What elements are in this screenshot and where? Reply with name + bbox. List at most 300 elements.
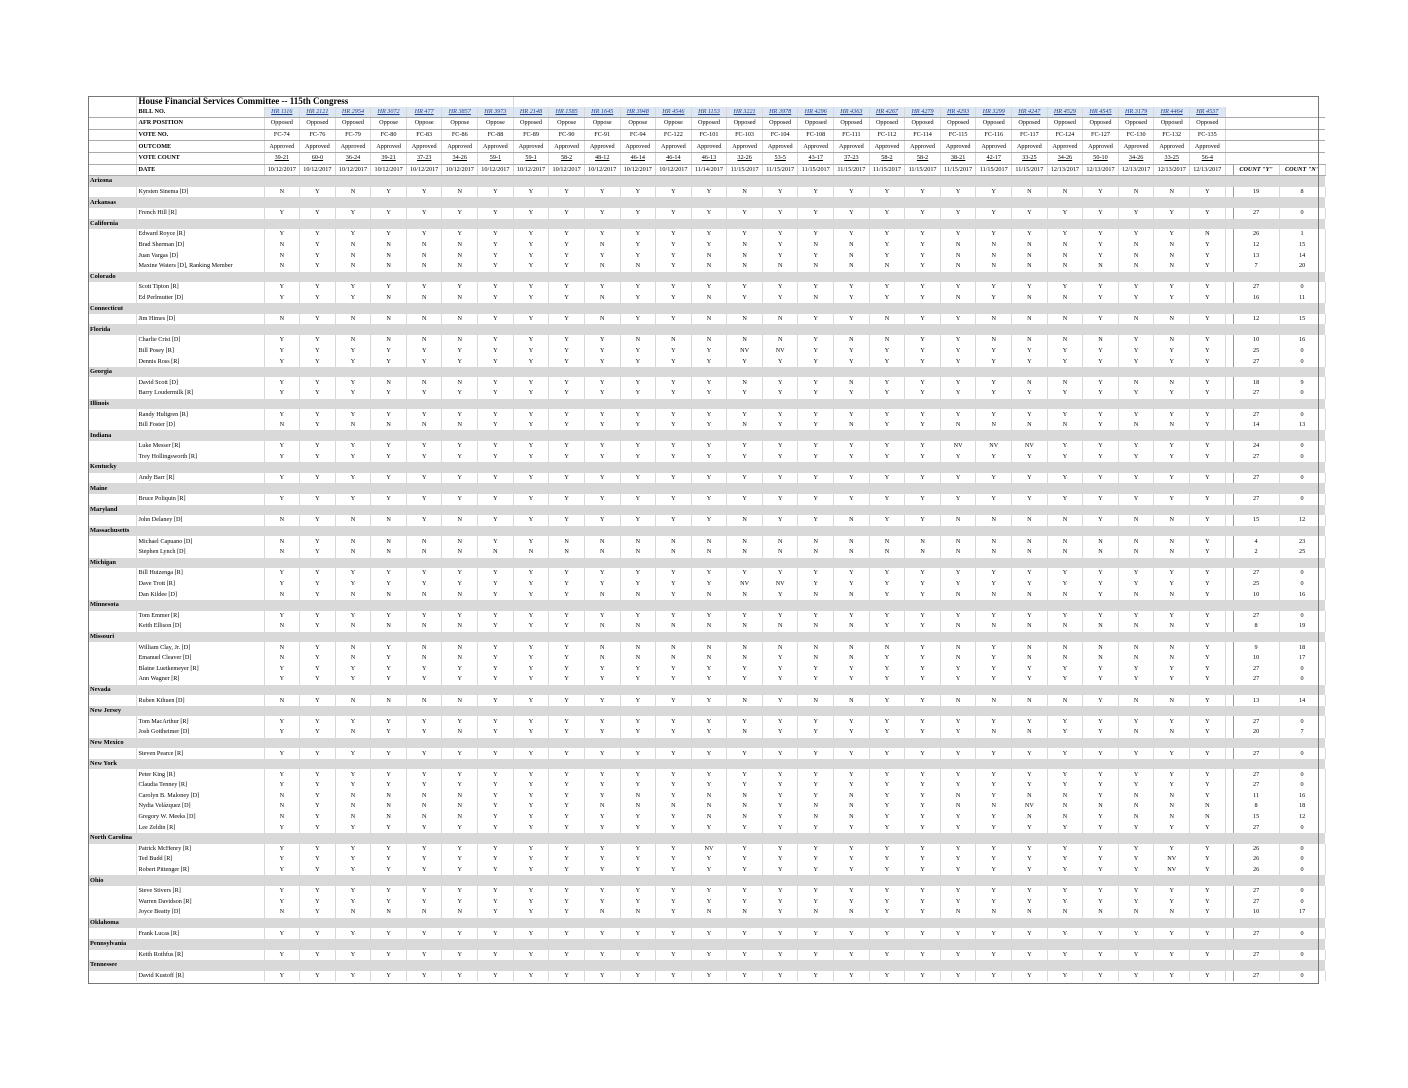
bill-number-cell[interactable]: HR 1585 bbox=[549, 107, 585, 118]
vote-cell: Y bbox=[727, 473, 763, 484]
vote-cell: N bbox=[335, 547, 371, 558]
vote-cell: Y bbox=[513, 791, 549, 802]
count-n: 0 bbox=[1279, 897, 1325, 908]
state-band-cell bbox=[940, 875, 976, 886]
state-band-cell bbox=[762, 685, 798, 696]
state-row bbox=[88, 462, 1325, 473]
bill-number-cell[interactable]: HR 3179 bbox=[1118, 107, 1154, 118]
vote-count-cell[interactable]: 59-1 bbox=[478, 152, 514, 164]
member-name: John Delaney [D] bbox=[136, 515, 264, 526]
count-n: 0 bbox=[1279, 674, 1325, 685]
vote-count-cell[interactable]: 53-5 bbox=[762, 152, 798, 164]
state-band-cell bbox=[620, 462, 656, 473]
empty-cell bbox=[1279, 96, 1325, 107]
vote-cell: Y bbox=[1154, 928, 1190, 939]
vote-cell: Y bbox=[691, 971, 727, 982]
vote-cell: N bbox=[905, 547, 941, 558]
vote-cell: Y bbox=[620, 780, 656, 791]
vote-count-cell[interactable]: 60-0 bbox=[300, 152, 336, 164]
vote-count-cell[interactable]: 39-21 bbox=[371, 152, 407, 164]
state-band-cell bbox=[335, 833, 371, 844]
state-row bbox=[88, 367, 1325, 378]
bill-number-cell[interactable]: HR 4247 bbox=[1012, 107, 1048, 118]
bill-number-cell[interactable]: HR 1645 bbox=[584, 107, 620, 118]
bill-number-cell[interactable]: HR 4363 bbox=[834, 107, 870, 118]
state-band-cell bbox=[1012, 272, 1048, 283]
vote-cell: Y bbox=[691, 950, 727, 961]
state-band-cell bbox=[762, 600, 798, 611]
vote-cell: Y bbox=[834, 282, 870, 293]
vote-count-cell[interactable]: 46-14 bbox=[656, 152, 692, 164]
vote-cell: Y bbox=[264, 663, 300, 674]
count-n: 0 bbox=[1279, 473, 1325, 484]
vote-cell: Y bbox=[620, 568, 656, 579]
state-band-cell bbox=[1118, 632, 1154, 643]
state-band-cell bbox=[1012, 176, 1048, 187]
vote-count-cell[interactable]: 50-10 bbox=[1083, 152, 1119, 164]
state-band-cell bbox=[1233, 738, 1279, 749]
vote-cell: Y bbox=[371, 822, 407, 833]
vote-cell: N bbox=[1047, 812, 1083, 823]
state-band-cell bbox=[869, 939, 905, 950]
vote-cell: N bbox=[691, 801, 727, 812]
state-band-cell bbox=[264, 558, 300, 569]
vote-cell: Y bbox=[798, 388, 834, 399]
vote-cell: N bbox=[1047, 907, 1083, 918]
vote-cell: NV bbox=[1012, 801, 1048, 812]
vote-cell: Y bbox=[905, 229, 941, 240]
empty-cell bbox=[1225, 494, 1233, 505]
bill-number-cell[interactable]: HR 3221 bbox=[727, 107, 763, 118]
empty-cell bbox=[88, 950, 136, 961]
vote-cell: Y bbox=[371, 642, 407, 653]
state-row bbox=[88, 219, 1325, 230]
state-band-cell bbox=[976, 738, 1012, 749]
state-row bbox=[88, 197, 1325, 208]
empty-cell bbox=[88, 865, 136, 876]
vote-cell: Y bbox=[1012, 674, 1048, 685]
member-row bbox=[88, 971, 1325, 982]
state-band-cell bbox=[478, 685, 514, 696]
state-row bbox=[88, 303, 1325, 314]
state-band-cell bbox=[478, 303, 514, 314]
vote-cell: Y bbox=[1190, 928, 1226, 939]
vote-cell: N bbox=[1154, 240, 1190, 251]
bill-number-cell[interactable]: HR 477 bbox=[406, 107, 442, 118]
vote-cell: N bbox=[940, 261, 976, 272]
vote-cell: Y bbox=[1083, 452, 1119, 463]
bill-number-cell[interactable]: HR 1116 bbox=[264, 107, 300, 118]
state-name: Indiana bbox=[88, 430, 264, 441]
state-band-cell bbox=[1083, 483, 1119, 494]
vote-cell: Y bbox=[442, 473, 478, 484]
bill-number-cell[interactable]: HR 4279 bbox=[905, 107, 941, 118]
vote-cell: Y bbox=[762, 822, 798, 833]
vote-count-cell[interactable]: 33-25 bbox=[1154, 152, 1190, 164]
vote-count-cell[interactable]: 37-23 bbox=[834, 152, 870, 164]
vote-cell: N bbox=[1154, 791, 1190, 802]
vote-cell: Y bbox=[691, 388, 727, 399]
vote-cell: Y bbox=[798, 208, 834, 219]
vote-number-cell: FC-89 bbox=[513, 129, 549, 141]
vote-cell: Y bbox=[905, 854, 941, 865]
state-band-cell bbox=[976, 600, 1012, 611]
vote-count-cell[interactable]: 46-14 bbox=[620, 152, 656, 164]
state-band-cell bbox=[869, 303, 905, 314]
outcome-cell: Approved bbox=[691, 141, 727, 153]
member-name: Luke Messer [R] bbox=[136, 441, 264, 452]
vote-count-cell[interactable]: 34-26 bbox=[442, 152, 478, 164]
state-band-cell bbox=[549, 505, 585, 516]
vote-count-cell[interactable]: 58-2 bbox=[549, 152, 585, 164]
afr-position-cell: Oppose bbox=[549, 118, 585, 130]
bill-number-cell[interactable]: HR 3978 bbox=[762, 107, 798, 118]
vote-cell: Y bbox=[478, 229, 514, 240]
vote-cell: Y bbox=[1190, 653, 1226, 664]
vote-cell: N bbox=[798, 621, 834, 632]
member-name: Ann Wagner [R] bbox=[136, 674, 264, 685]
vote-count-cell[interactable]: 37-23 bbox=[406, 152, 442, 164]
vote-cell: Y bbox=[834, 579, 870, 590]
vote-cell: Y bbox=[1118, 674, 1154, 685]
empty-cell bbox=[1225, 96, 1233, 107]
vote-cell: Y bbox=[691, 568, 727, 579]
state-band-cell bbox=[478, 483, 514, 494]
empty-cell bbox=[88, 568, 136, 579]
vote-cell: N bbox=[1047, 377, 1083, 388]
state-band-cell bbox=[335, 483, 371, 494]
vote-count-cell[interactable]: 39-21 bbox=[264, 152, 300, 164]
empty-cell bbox=[88, 250, 136, 261]
state-band-cell bbox=[1083, 462, 1119, 473]
count-n: 0 bbox=[1279, 208, 1325, 219]
vote-cell: Y bbox=[905, 865, 941, 876]
vote-cell: Y bbox=[798, 473, 834, 484]
vote-count-cell[interactable]: 32-26 bbox=[727, 152, 763, 164]
empty-cell bbox=[1225, 229, 1233, 240]
state-band-cell bbox=[798, 272, 834, 283]
state-band-cell bbox=[406, 483, 442, 494]
vote-cell: Y bbox=[513, 282, 549, 293]
state-band-cell bbox=[656, 526, 692, 537]
vote-cell: Y bbox=[1012, 769, 1048, 780]
vote-cell: Y bbox=[691, 727, 727, 738]
state-band-cell bbox=[656, 759, 692, 770]
vote-cell: Y bbox=[976, 187, 1012, 198]
vote-cell: NV bbox=[976, 441, 1012, 452]
empty-cell bbox=[1225, 250, 1233, 261]
vote-cell: Y bbox=[976, 642, 1012, 653]
vote-count-cell[interactable]: 38-21 bbox=[940, 152, 976, 164]
member-name: Tom MacArthur [R] bbox=[136, 716, 264, 727]
bill-number-cell[interactable]: HR 3299 bbox=[976, 107, 1012, 118]
state-band-cell bbox=[762, 505, 798, 516]
state-band-cell bbox=[442, 367, 478, 378]
vote-count-cell[interactable]: 36-24 bbox=[335, 152, 371, 164]
vote-cell: Y bbox=[1190, 409, 1226, 420]
vote-cell: N bbox=[869, 314, 905, 325]
vote-cell: Y bbox=[442, 854, 478, 865]
vote-date-cell: 10/12/2017 bbox=[371, 164, 407, 176]
state-band-cell bbox=[406, 324, 442, 335]
vote-number-cell: FC-130 bbox=[1118, 129, 1154, 141]
member-row bbox=[88, 250, 1325, 261]
vote-cell: Y bbox=[905, 293, 941, 304]
vote-cell: N bbox=[371, 335, 407, 346]
empty-cell bbox=[1225, 441, 1233, 452]
empty-cell bbox=[1225, 129, 1233, 141]
vote-cell: Y bbox=[727, 663, 763, 674]
vote-count-cell[interactable]: 33-25 bbox=[1012, 152, 1048, 164]
vote-cell: Y bbox=[335, 716, 371, 727]
vote-cell: N bbox=[264, 420, 300, 431]
vote-cell: N bbox=[335, 187, 371, 198]
empty-cell bbox=[88, 801, 136, 812]
count-n: 15 bbox=[1279, 314, 1325, 325]
state-band-cell bbox=[620, 367, 656, 378]
member-name: Frank Lucas [R] bbox=[136, 928, 264, 939]
vote-cell: Y bbox=[1118, 611, 1154, 622]
state-band-cell bbox=[1012, 685, 1048, 696]
vote-cell: NV bbox=[940, 441, 976, 452]
vote-cell: Y bbox=[905, 208, 941, 219]
empty-cell bbox=[88, 844, 136, 855]
state-band-cell bbox=[976, 960, 1012, 971]
vote-cell: Y bbox=[264, 780, 300, 791]
state-band-cell bbox=[762, 939, 798, 950]
vote-cell: Y bbox=[478, 473, 514, 484]
vote-cell: Y bbox=[478, 388, 514, 399]
state-band-cell bbox=[1012, 462, 1048, 473]
vote-cell: Y bbox=[371, 663, 407, 674]
count-n: 16 bbox=[1279, 589, 1325, 600]
vote-number-cell: FC-111 bbox=[834, 129, 870, 141]
vote-cell: Y bbox=[1047, 568, 1083, 579]
vote-cell: N bbox=[691, 812, 727, 823]
vote-cell: Y bbox=[406, 208, 442, 219]
state-band-cell bbox=[584, 759, 620, 770]
vote-cell: Y bbox=[620, 388, 656, 399]
vote-cell: Y bbox=[869, 409, 905, 420]
vote-cell: Y bbox=[371, 674, 407, 685]
vote-cell: Y bbox=[1047, 769, 1083, 780]
state-name: Maryland bbox=[88, 505, 264, 516]
vote-count-cell[interactable]: 42-17 bbox=[976, 152, 1012, 164]
vote-cell: N bbox=[656, 621, 692, 632]
count-n: 16 bbox=[1279, 335, 1325, 346]
vote-cell: Y bbox=[513, 388, 549, 399]
vote-cell: Y bbox=[406, 441, 442, 452]
bill-number-cell[interactable]: HR 4545 bbox=[1083, 107, 1119, 118]
vote-cell: Y bbox=[584, 515, 620, 526]
state-band-cell bbox=[798, 759, 834, 770]
state-band-cell bbox=[442, 833, 478, 844]
vote-cell: Y bbox=[798, 674, 834, 685]
vote-cell: Y bbox=[1083, 611, 1119, 622]
vote-cell: Y bbox=[1047, 897, 1083, 908]
state-band-cell bbox=[869, 367, 905, 378]
bill-number-cell[interactable]: HR 4267 bbox=[869, 107, 905, 118]
vote-cell: N bbox=[1118, 314, 1154, 325]
state-band-cell bbox=[620, 685, 656, 696]
afr-position-cell: Oppose bbox=[656, 118, 692, 130]
vote-cell: Y bbox=[335, 579, 371, 590]
vote-count-cell[interactable]: 56-4 bbox=[1190, 152, 1226, 164]
vote-cell: Y bbox=[1190, 642, 1226, 653]
vote-cell: Y bbox=[869, 452, 905, 463]
vote-count-cell[interactable]: 43-17 bbox=[798, 152, 834, 164]
vote-cell: Y bbox=[300, 695, 336, 706]
member-name: Juan Vargas [D] bbox=[136, 250, 264, 261]
state-band-cell bbox=[834, 738, 870, 749]
state-band-cell bbox=[549, 526, 585, 537]
state-band-cell bbox=[1083, 399, 1119, 410]
vote-cell: Y bbox=[905, 653, 941, 664]
vote-cell: N bbox=[442, 791, 478, 802]
vote-cell: Y bbox=[1047, 716, 1083, 727]
state-band-cell bbox=[1225, 526, 1233, 537]
vote-cell: Y bbox=[905, 844, 941, 855]
vote-cell: Y bbox=[905, 801, 941, 812]
state-band-cell bbox=[371, 526, 407, 537]
vote-cell: Y bbox=[478, 844, 514, 855]
state-band-cell bbox=[1279, 219, 1325, 230]
vote-cell: N bbox=[620, 621, 656, 632]
vote-cell: N bbox=[371, 293, 407, 304]
vote-cell: Y bbox=[1190, 727, 1226, 738]
bill-number-cell[interactable]: HR 3973 bbox=[478, 107, 514, 118]
state-band-cell bbox=[1118, 685, 1154, 696]
vote-count-cell[interactable]: 59-1 bbox=[513, 152, 549, 164]
vote-cell: Y bbox=[549, 663, 585, 674]
member-name: Andy Barr [R] bbox=[136, 473, 264, 484]
state-band-cell bbox=[1279, 303, 1325, 314]
bill-number-cell[interactable]: HR 4537 bbox=[1190, 107, 1226, 118]
vote-cell: Y bbox=[834, 388, 870, 399]
vote-count-cell[interactable]: 48-12 bbox=[584, 152, 620, 164]
state-band-cell bbox=[1233, 558, 1279, 569]
count-y: 13 bbox=[1233, 250, 1279, 261]
state-band-cell bbox=[513, 430, 549, 441]
vote-cell: Y bbox=[1012, 865, 1048, 876]
vote-cell: Y bbox=[1047, 611, 1083, 622]
vote-cell: Y bbox=[513, 801, 549, 812]
sheet-title: House Financial Services Committee -- 115th Congress bbox=[136, 96, 513, 107]
bill-number-cell[interactable]: HR 3948 bbox=[620, 107, 656, 118]
empty-cell bbox=[88, 653, 136, 664]
vote-cell: Y bbox=[478, 950, 514, 961]
vote-cell: Y bbox=[442, 568, 478, 579]
bill-number-cell[interactable]: HR 2954 bbox=[335, 107, 371, 118]
vote-cell: Y bbox=[869, 282, 905, 293]
state-band-cell bbox=[1047, 483, 1083, 494]
state-band-cell bbox=[727, 875, 763, 886]
vote-count-cell[interactable]: 34-26 bbox=[1047, 152, 1083, 164]
vote-cell: Y bbox=[620, 515, 656, 526]
vote-cell: Y bbox=[940, 865, 976, 876]
state-name: Florida bbox=[88, 324, 264, 335]
state-band-cell bbox=[1154, 367, 1190, 378]
state-band-cell bbox=[905, 462, 941, 473]
member-name: Maxine Waters [D], Ranking Member bbox=[136, 261, 264, 272]
bill-number-cell[interactable]: HR 4296 bbox=[798, 107, 834, 118]
state-band-cell bbox=[1083, 632, 1119, 643]
bill-number-cell[interactable]: HR 4293 bbox=[940, 107, 976, 118]
vote-cell: Y bbox=[1190, 674, 1226, 685]
state-band-cell bbox=[549, 272, 585, 283]
vote-cell: N bbox=[264, 907, 300, 918]
vote-cell: Y bbox=[798, 769, 834, 780]
vote-cell: N bbox=[798, 261, 834, 272]
bill-number-cell[interactable]: HR 3072 bbox=[371, 107, 407, 118]
state-band-cell bbox=[1154, 324, 1190, 335]
state-band-cell bbox=[478, 738, 514, 749]
state-band-cell bbox=[1190, 367, 1226, 378]
vote-cell: Y bbox=[478, 282, 514, 293]
state-row bbox=[88, 324, 1325, 335]
bill-number-cell[interactable]: HR 1153 bbox=[691, 107, 727, 118]
vote-cell: Y bbox=[442, 950, 478, 961]
state-band-cell bbox=[905, 918, 941, 929]
bill-number-cell[interactable]: HR 2121 bbox=[300, 107, 336, 118]
vote-cell: N bbox=[406, 250, 442, 261]
vote-cell: Y bbox=[905, 748, 941, 759]
vote-cell: Y bbox=[406, 473, 442, 484]
vote-cell: Y bbox=[656, 346, 692, 357]
state-band-cell bbox=[798, 526, 834, 537]
vote-cell: Y bbox=[1118, 441, 1154, 452]
vote-cell: Y bbox=[478, 409, 514, 420]
state-band-cell bbox=[1233, 272, 1279, 283]
vote-count-cell[interactable]: 34-26 bbox=[1118, 152, 1154, 164]
empty-cell bbox=[88, 118, 136, 130]
bill-number-cell[interactable]: HR 4546 bbox=[656, 107, 692, 118]
vote-cell: Y bbox=[513, 822, 549, 833]
bill-number-cell[interactable]: HR 3857 bbox=[442, 107, 478, 118]
vote-cell: Y bbox=[406, 611, 442, 622]
vote-count-cell[interactable]: 46-13 bbox=[691, 152, 727, 164]
vote-cell: N bbox=[727, 335, 763, 346]
state-band-cell bbox=[1190, 960, 1226, 971]
vote-cell: Y bbox=[691, 229, 727, 240]
state-band-cell bbox=[1012, 324, 1048, 335]
state-band-cell bbox=[691, 505, 727, 516]
bill-number-cell[interactable]: HR 4529 bbox=[1047, 107, 1083, 118]
vote-cell: Y bbox=[264, 727, 300, 738]
vote-cell: Y bbox=[905, 907, 941, 918]
vote-cell: Y bbox=[264, 971, 300, 982]
empty-cell bbox=[1225, 907, 1233, 918]
vote-cell: Y bbox=[549, 611, 585, 622]
vote-cell: N bbox=[727, 653, 763, 664]
vote-cell: Y bbox=[478, 674, 514, 685]
count-n: 17 bbox=[1279, 653, 1325, 664]
vote-cell: N bbox=[940, 250, 976, 261]
count-y: 27 bbox=[1233, 208, 1279, 219]
vote-cell: Y bbox=[300, 208, 336, 219]
vote-cell: Y bbox=[620, 229, 656, 240]
vote-cell: Y bbox=[1118, 579, 1154, 590]
state-band-cell bbox=[976, 875, 1012, 886]
vote-count-cell[interactable]: 58-2 bbox=[869, 152, 905, 164]
state-band-cell bbox=[869, 462, 905, 473]
bill-number-cell[interactable]: HR 4464 bbox=[1154, 107, 1190, 118]
vote-cell: N bbox=[371, 420, 407, 431]
vote-count-cell[interactable]: 58-2 bbox=[905, 152, 941, 164]
empty-cell bbox=[88, 293, 136, 304]
bill-number-cell[interactable]: HR 2148 bbox=[513, 107, 549, 118]
member-name: Claudia Tenney [R] bbox=[136, 780, 264, 791]
